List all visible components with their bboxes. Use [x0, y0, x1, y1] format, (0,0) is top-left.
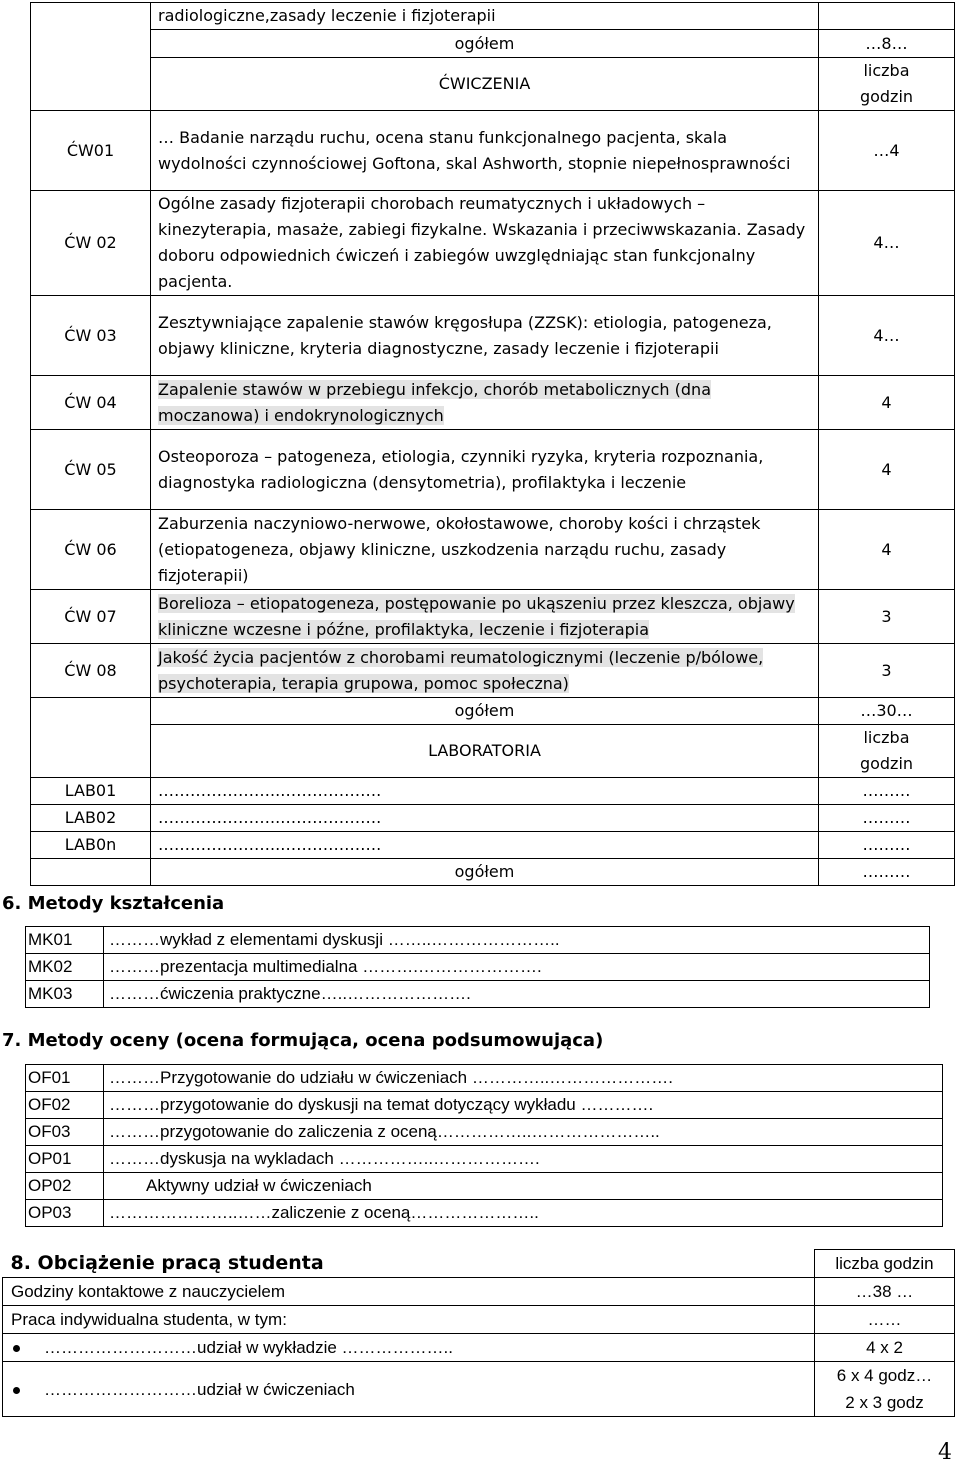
- lab-hours: ………: [819, 805, 955, 832]
- table-row: [31, 3, 955, 30]
- table-row: [31, 30, 955, 58]
- lab-topic: …………………..……………….: [151, 832, 819, 859]
- lab-total-label: ogółem: [151, 859, 819, 886]
- lab-topic: …………………..……………….: [151, 805, 819, 832]
- table-row: [3, 1306, 955, 1334]
- table-row: [26, 1173, 943, 1200]
- table-row: [31, 859, 955, 886]
- section-heading-workload: 8. Obciążenie pracą studenta: [10, 1251, 324, 1274]
- assessment-text: ………przygotowanie do dyskusji na temat dotyczący wykładu ………….: [104, 1092, 943, 1119]
- assessment-text: …………………..……zaliczenie z oceną…………………..: [104, 1200, 943, 1227]
- table-row: [31, 510, 955, 590]
- row-hours: 4…: [819, 296, 955, 376]
- total-label: ogółem: [151, 30, 819, 58]
- hours-header: liczba godzin: [819, 58, 955, 111]
- workload-item: [3, 1362, 815, 1417]
- workload-item-label: ………………………udział w wykładzie ………………..: [44, 1338, 454, 1357]
- method-text: ………prezentacja multimedialna ……….………………….: [104, 954, 930, 981]
- table-row: [3, 1250, 955, 1278]
- table-row: [31, 191, 955, 296]
- assessment-code: OP02: [26, 1173, 104, 1200]
- row-hours: 3: [819, 644, 955, 698]
- table-row: [31, 376, 955, 430]
- table-row: [26, 1065, 943, 1092]
- assessment-text: ………przygotowanie do zaliczenia z oceną……………..…………………..: [104, 1119, 943, 1146]
- table-row: [31, 430, 955, 510]
- row-code: ĆW01: [31, 111, 151, 191]
- method-text: ………ćwiczenia praktyczne…..………………….: [104, 981, 930, 1008]
- section-heading-methods: 6. Metody kształcenia: [2, 893, 225, 914]
- table-row: [31, 778, 955, 805]
- row-hours: 4: [819, 376, 955, 430]
- section-heading-assessment: 7. Metody oceny (ocena formująca, ocena podsumowująca): [2, 1030, 604, 1051]
- method-text: ………wykład z elementami dyskusji ……..…………………..: [104, 927, 930, 954]
- table-row: [31, 58, 955, 111]
- section-title-laboratoria: LABORATORIA: [151, 725, 819, 778]
- table-row: [31, 698, 955, 725]
- methods-teaching-table: [25, 926, 930, 1008]
- row-topic: Zesztywniające zapalenie stawów kręgosłupa (ZZSK): etiologia, patogeneza, objawy kliniczne, kryteria diagnostyczne, zasady leczenie i fizjoterapii: [151, 296, 819, 376]
- assessment-code: OP03: [26, 1200, 104, 1227]
- lab-code: LAB01: [31, 778, 151, 805]
- method-code: MK01: [26, 927, 104, 954]
- lab-code: LAB0n: [31, 832, 151, 859]
- lab-hours: ………: [819, 778, 955, 805]
- lab-code: LAB02: [31, 805, 151, 832]
- row-topic: Osteoporoza – patogeneza, etiologia, czynniki ryzyka, kryteria rozpoznania, diagnostyka radiologiczna (densytometria), profilaktyka i leczenie: [151, 430, 819, 510]
- workload-item: [3, 1334, 815, 1362]
- assessment-code: OP01: [26, 1146, 104, 1173]
- workload-value-line: 6 x 4 godz…: [836, 1366, 933, 1385]
- individual-work-value: ……: [815, 1306, 955, 1334]
- row-code: ĆW 04: [31, 376, 151, 430]
- row-topic: [151, 376, 819, 430]
- assessment-text: ………Przygotowanie do udziału w ćwiczeniach …………..………………….: [104, 1065, 943, 1092]
- row-hours: …4: [819, 111, 955, 191]
- table-row: [26, 954, 930, 981]
- table-row: [26, 981, 930, 1008]
- row-code: ĆW 02: [31, 191, 151, 296]
- table-row: [3, 1334, 955, 1362]
- workload-table: [2, 1249, 955, 1417]
- lab-total-hours: ………: [819, 859, 955, 886]
- table-row: [26, 1119, 943, 1146]
- row-code: ĆW 07: [31, 590, 151, 644]
- table-row: [31, 725, 955, 778]
- lab-hours: ………: [819, 832, 955, 859]
- individual-work-label: Praca indywidualna studenta, w tym:: [3, 1306, 815, 1334]
- row-topic-text: Jakość życia pacjentów z chorobami reumatologicznymi (leczenie p/bólowe, psychoterapia, terapia grupowa, pomoc społeczna): [158, 647, 764, 693]
- table-row: [26, 1200, 943, 1227]
- table-row: [26, 1092, 943, 1119]
- row-hours: 4…: [819, 191, 955, 296]
- row-hours: 4: [819, 430, 955, 510]
- assessment-text: ………dyskusja na wykladach ……………..……………….: [104, 1146, 943, 1173]
- row-topic: Zaburzenia naczyniowo-nerwowe, okołostawowe, choroby kości i chrząstek (etiopatogeneza, objawy kliniczne, uszkodzenia narządu ruchu, zasady fizjoterapii): [151, 510, 819, 590]
- table-row: [26, 1146, 943, 1173]
- row-topic: Ogólne zasady fizjoterapii chorobach reumatycznych i układowych – kinezyterapia, masaże, zabiegi fizykalne. Wskazania i przeciwwskazania. Zasady doboru odpowiednich ćwiczeń i zabiegów uwzględniając stan funkcjonalny pacjenta.: [151, 191, 819, 296]
- assessment-text: Aktywny udział w ćwiczeniach: [104, 1173, 943, 1200]
- table-row: [3, 1362, 955, 1417]
- row-topic: [151, 590, 819, 644]
- assessment-code: OF02: [26, 1092, 104, 1119]
- table-row: [31, 590, 955, 644]
- lab-topic: …………………..……………….: [151, 778, 819, 805]
- assessment-code: OF01: [26, 1065, 104, 1092]
- workload-item-value: 4 x 2: [815, 1334, 955, 1362]
- methods-assessment-table: [25, 1064, 943, 1227]
- table-row: [26, 927, 930, 954]
- cw-sum-label: ogółem: [151, 698, 819, 725]
- row-topic: [151, 644, 819, 698]
- workload-value-line: 2 x 3 godz: [845, 1393, 924, 1412]
- classes-table: [30, 2, 955, 886]
- cw-sum-hours: …30…: [819, 698, 955, 725]
- page-number: 4: [938, 1440, 952, 1465]
- table-row: [31, 644, 955, 698]
- workload-item-value: [815, 1362, 955, 1417]
- bullet-icon: [13, 1345, 20, 1352]
- workload-hours-header: liczba godzin: [815, 1250, 955, 1278]
- table-row: [31, 111, 955, 191]
- table-row: [31, 296, 955, 376]
- table-row: [3, 1278, 955, 1306]
- method-code: MK03: [26, 981, 104, 1008]
- method-code: MK02: [26, 954, 104, 981]
- row-code: ĆW 08: [31, 644, 151, 698]
- row-code: ĆW 03: [31, 296, 151, 376]
- row-code: ĆW 06: [31, 510, 151, 590]
- row-topic-text: Borelioza – etiopatogeneza, postępowanie po ukąszeniu przez kleszcza, objawy kliniczne wczesne i późne, profilaktyka, leczenie i fizjoterapia: [158, 593, 795, 639]
- row-hours: 3: [819, 590, 955, 644]
- table-row: [31, 832, 955, 859]
- row-topic: … Badanie narządu ruchu, ocena stanu funkcjonalnego pacjenta, skala wydolności czynnościowej Goftona, skal Ashworth, stopnie niepełnosprawności: [151, 111, 819, 191]
- table-row: [31, 805, 955, 832]
- lab-hours-header: liczba godzin: [819, 725, 955, 778]
- contact-hours-label: Godziny kontaktowe z nauczycielem: [3, 1278, 815, 1306]
- row-code: ĆW 05: [31, 430, 151, 510]
- bullet-icon: [13, 1387, 20, 1394]
- assessment-code: OF03: [26, 1119, 104, 1146]
- workload-item-label: ………………………udział w ćwiczeniach: [44, 1379, 355, 1399]
- section-title-cwiczenia: ĆWICZENIA: [151, 58, 819, 111]
- top-topic-text: radiologiczne,zasady leczenie i fizjoterapii: [151, 3, 819, 30]
- row-topic-text: Zapalenie stawów w przebiegu infekcjo, chorób metabolicznych (dna moczanowa) i endokrynologicznych: [158, 379, 711, 425]
- total-hours: …8…: [819, 30, 955, 58]
- row-hours: 4: [819, 510, 955, 590]
- contact-hours-value: …38 …: [815, 1278, 955, 1306]
